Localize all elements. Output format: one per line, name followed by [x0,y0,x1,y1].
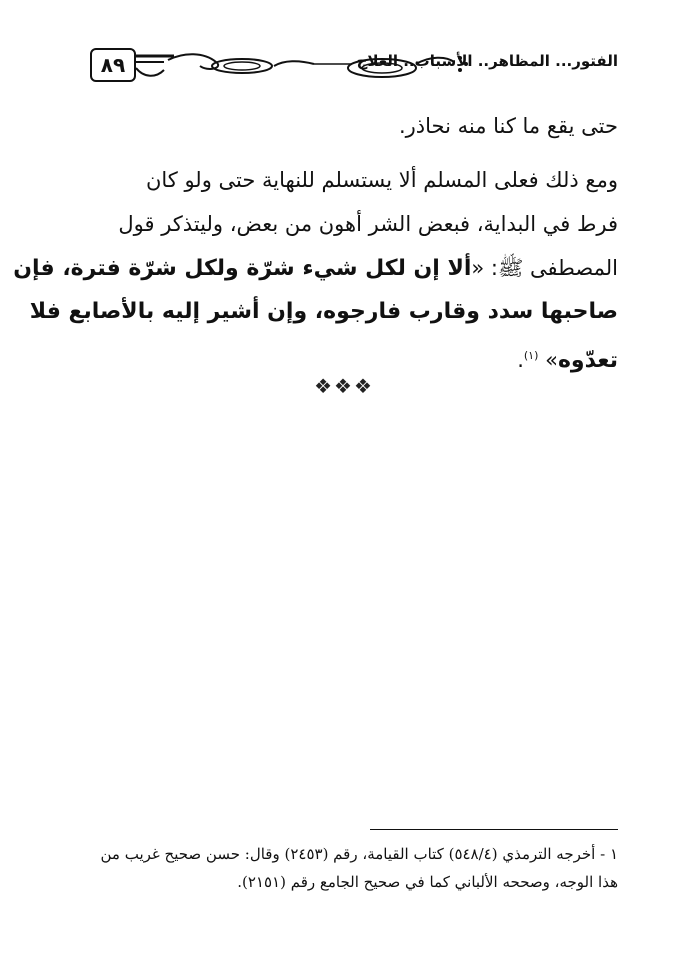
text-line-4-plain: المصطفى ﷺ: « [471,256,618,280]
hadith-text-part-2: صاحبها سدد وقارب فارجوه، وإن أشير إليه بالأصابع فلا [29,299,618,324]
text-line-2: ومع ذلك فعلى المسلم ألا يستسلم للنهاية حتى ولو كان [145,168,618,192]
footnote-divider [370,829,618,830]
page-header [90,42,618,92]
page-number: ٨٩ [90,48,136,82]
text-line-3: فرط في البداية، فبعض الشر أهون من بعض، وليتذكر قول [118,212,618,236]
footnote-ref: (١) [523,349,539,362]
running-title: الفتور... المظاهر.. الأسباب.. العلاج [356,52,618,70]
footnote-line-1: ١ - أخرجه الترمذي (٥٤٨/٤) كتاب القيامة، رقم (٢٤٥٣) وقال: حسن صحيح غريب من [100,845,618,863]
footnote-line-2: هذا الوجه، وصححه الألباني كما في صحيح الجامع رقم (٢١٥١). [237,873,618,891]
footnote [100,840,618,896]
section-separator-icon: ❖❖❖ [314,374,374,398]
hadith-text-part-1: ألا إن لكل شيء شرّة ولكل شرّة فترة، فإن [13,256,472,281]
hadith-text-part-3: تعدّوه [557,348,618,373]
main-text [13,104,618,374]
quote-close: » [545,348,558,372]
line-end-period: . [517,348,524,372]
text-line-4 [13,246,618,291]
text-line-1: حتى يقع ما كنا منه نحاذر. [398,114,618,138]
